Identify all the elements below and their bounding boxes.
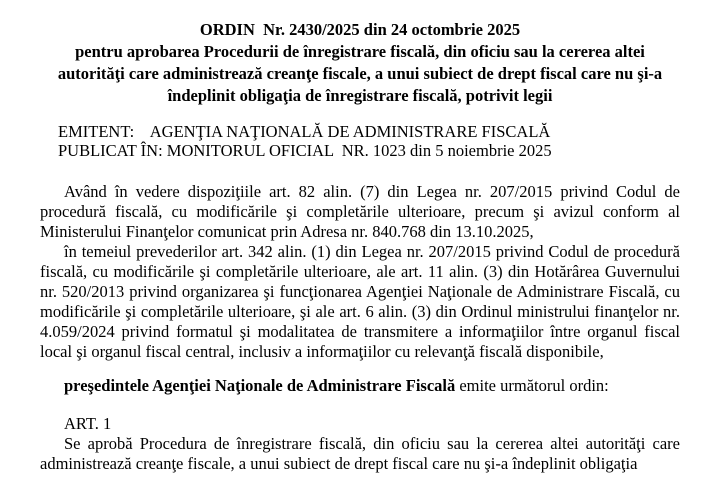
issuer-name: preşedintele Agenţiei Naţionale de Administrare Fiscală [64,376,456,395]
emitent-row [58,122,680,141]
issuer-verb: emite următorul ordin: [455,376,609,395]
publicat-label: PUBLICAT ÎN: [58,141,167,160]
article-1 [40,414,680,474]
article-1-heading: ART. 1 [64,414,112,433]
article-1-text: Se aprobă Procedura de înregistrare fiscală, din oficiu sau la cererea altei autorităţi care administrează creanţe fiscale, a unui subiect de drept fiscal care nu şi-a îndeplinit obligaţia [40,434,680,473]
emitent-value: AGENŢIA NAŢIONALĂ DE ADMINISTRARE FISCALĂ [149,122,551,141]
paragraph-having-regard: Având în vedere dispoziţiile art. 82 alin. (7) din Legea nr. 207/2015 privind Codul de procedură fiscală, cu modificările şi completările ulterioare, precum şi avizul conform al Ministerului Finanţelor comunicat prin Adresa nr. 840.768 din 13.10.2025, [40,182,680,241]
meta-block [58,122,680,160]
publicat-value: MONITORUL OFICIAL NR. 1023 din 5 noiembrie 2025 [166,141,552,160]
document-title [40,19,680,107]
paragraph-legal-basis: în temeiul prevederilor art. 342 alin. (1) din Legea nr. 207/2015 privind Codul de procedură fiscală, cu modificările şi completările ulterioare, ale art. 11 alin. (3) din Hotărârea Guvernului nr. 520/2013 privind organizarea şi funcţionarea Agenţiei Naţionale de Administrare Fiscală, cu modificările şi completările ulterioare, şi ale art. 6 alin. (3) din Ordinul ministrului finanţelor nr. 4.059/2024 privind formatul şi modalitatea de transmitere a informaţiilor între organul fiscal local şi organul fiscal central, inclusiv a informaţiilor cu relevanţă fiscală disponibile, [40,242,680,361]
title-order-number: ORDIN Nr. 2430/2025 din 24 octombrie 2025 [199,20,521,39]
publicat-row [58,141,680,160]
title-subject: pentru aprobarea Procedurii de înregistrare fiscală, din oficiu sau la cererea altei autorităţi care administrează creanţe fiscale, a unui subiect de drept fiscal care nu şi-a îndeplinit obligaţia de înregistrare fiscală, potrivit legii [57,42,663,105]
order-issuer-line [40,376,680,396]
preamble [40,182,680,362]
emitent-label: EMITENT: [58,122,150,141]
